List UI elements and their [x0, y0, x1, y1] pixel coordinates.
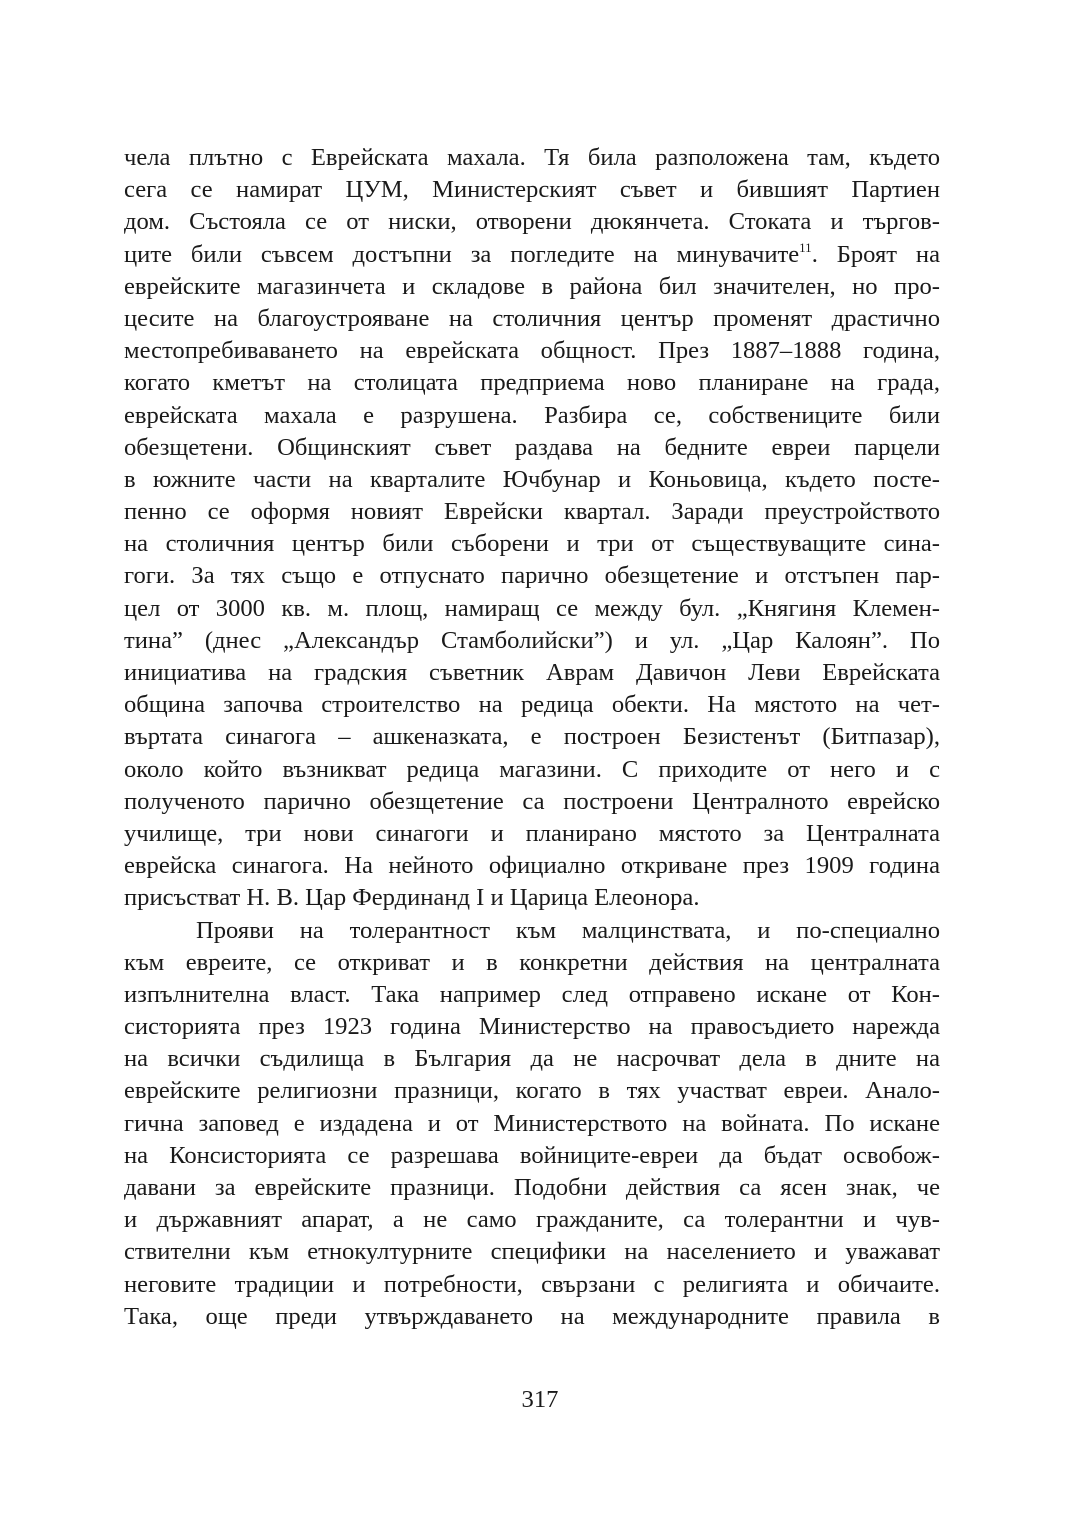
- text-line: цел от 3000 кв. м. площ, намиращ се между бул. „Княгиня Клемен-: [124, 594, 940, 622]
- text-line: систорията през 1923 година Министерство на правосъдието нарежда: [124, 1013, 940, 1041]
- text-line: неговите традиции и потребности, свързани с религията и обичаите.: [124, 1270, 940, 1298]
- body-text: [124, 142, 940, 1333]
- footnote-reference[interactable]: 11: [799, 239, 812, 255]
- text-line: когато кметът на столицата предприема ново планиране на града,: [124, 369, 940, 397]
- text-line: на всички съдилища в България да не насрочват дела в дните на: [124, 1045, 940, 1073]
- text-line: чела плътно с Еврейската махала. Тя била разположена там, където: [124, 144, 940, 171]
- text-line: въртата синагога – ашкеназката, е построен Безистенът (Битпазар),: [124, 723, 940, 751]
- text-line: Така, още преди утвърждаването на международните правила в: [124, 1302, 940, 1330]
- text-line: към евреите, се откриват и в конкретни действия на централната: [124, 948, 940, 976]
- text-line: обезщетени. Общинският съвет раздава на бедните евреи парцели: [124, 433, 940, 461]
- text-line: ствителни към етнокултурните специфики на населението и уважават: [124, 1238, 940, 1266]
- paragraph-last-line: присъстват Н. В. Цар Фердинанд I и Царица Елеонора.: [124, 884, 700, 912]
- text-line: в южните части на кварталите Ючбунар и Коньовица, където посте-: [124, 465, 940, 493]
- text-line: гична заповед е издадена и от Министерството на войната. По искане: [124, 1109, 940, 1137]
- text-line: и държавният апарат, а не само гражданите, са толерантни и чув-: [124, 1206, 940, 1234]
- text-line: дом. Състояла се от ниски, отворени дюкянчета. Стоката и търгов-: [124, 208, 940, 236]
- text-line: на Консисторията се разрешава войниците-евреи да бъдат освобож-: [124, 1141, 940, 1169]
- text-line: около който възникват редица магазини. С приходите от него и с: [124, 755, 940, 783]
- text-line: цесите на благоустрояване на столичния център променят драстично: [124, 304, 940, 332]
- text-segment: . Броят на: [811, 240, 940, 268]
- text-line: местопребиваването на еврейската общност. През 1887–1888 година,: [124, 337, 940, 365]
- text-line: пенно се оформя новият Еврейски квартал. Заради преустройството: [124, 498, 940, 526]
- text-line: инициатива на градския съветник Аврам Давичон Леви Еврейската: [124, 659, 940, 686]
- text-line: тина” (днес „Александър Стамболийски”) и ул. „Цар Калоян”. По: [124, 626, 940, 654]
- text-line-with-footnote: [124, 239, 940, 271]
- text-segment: ците били съвсем достъпни за погледите на минувачите: [124, 240, 800, 268]
- text-line: давани за еврейските празници. Подобни действия са ясен знак, че: [124, 1174, 940, 1201]
- page-number: 317: [521, 1386, 559, 1413]
- text-line: гоги. За тях също е отпуснато парично обезщетение и отстъпен пар-: [124, 562, 940, 590]
- text-line: еврейските магазинчета и складове в района бил значителен, но про-: [124, 272, 940, 300]
- text-line: сега се намират ЦУМ, Министерският съвет и бившият Партиен: [124, 176, 940, 204]
- paragraph-first-line: Прояви на толерантност към малцинствата, и по-специално: [196, 916, 940, 944]
- text-line: на столичния център били съборени и три от съществуващите сина-: [124, 530, 940, 558]
- text-line: полученото парично обезщетение са построени Централното еврейско: [124, 787, 940, 815]
- text-line: еврейската махала е разрушена. Разбира се, собствениците били: [124, 401, 940, 429]
- text-line: община започва строителство на редица обекти. На мястото на чет-: [124, 691, 940, 719]
- text-line: училище, три нови синагоги и планирано мястото за Централната: [124, 819, 940, 847]
- text-line: еврейска синагога. На нейното официално откриване през 1909 година: [124, 852, 940, 880]
- text-line: изпълнителна власт. Така например след отправено искане от Кон-: [124, 980, 940, 1008]
- text-line: еврейските религиозни празници, когато в тях участват евреи. Анало-: [124, 1077, 940, 1105]
